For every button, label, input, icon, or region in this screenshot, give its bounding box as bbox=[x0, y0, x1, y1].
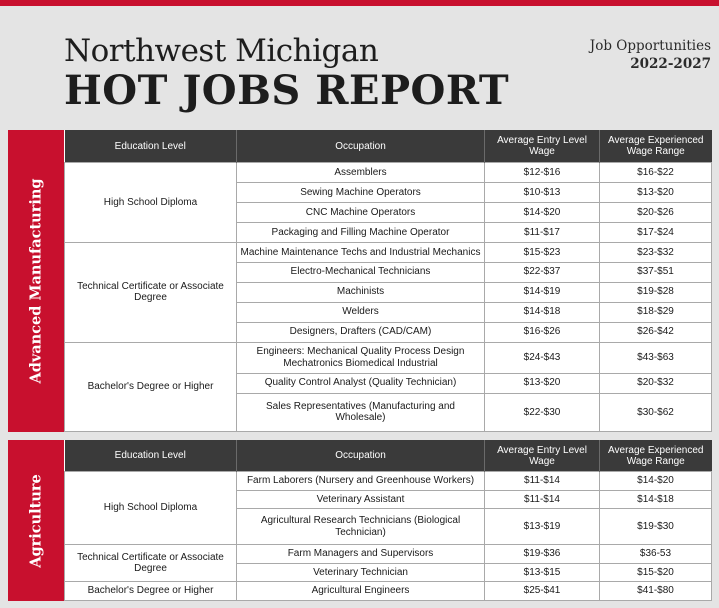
col-header-education: Education Level bbox=[65, 130, 237, 163]
occupation-cell: Machine Maintenance Techs and Industrial Mechanics bbox=[237, 242, 485, 262]
education-level-cell: Bachelor's Degree or Higher bbox=[65, 582, 237, 601]
occupation-cell: Electro-Mechanical Technicians bbox=[237, 262, 485, 282]
table-row bbox=[65, 342, 712, 373]
experienced-wage-cell: $37-$51 bbox=[600, 262, 712, 282]
occupation-cell: Packaging and Filling Machine Operator bbox=[237, 222, 485, 242]
report-title-line2: HOT JOBS REPORT bbox=[64, 67, 510, 114]
entry-wage-cell: $22-$37 bbox=[485, 262, 600, 282]
occupation-cell: Designers, Drafters (CAD/CAM) bbox=[237, 322, 485, 342]
occupation-cell: Agricultural Engineers bbox=[237, 582, 485, 601]
experienced-wage-cell: $13-$20 bbox=[600, 182, 712, 202]
occupation-cell: Farm Laborers (Nursery and Greenhouse Workers) bbox=[237, 472, 485, 491]
occupation-cell: Machinists bbox=[237, 282, 485, 302]
col-header-experienced-wage: Average Experienced Wage Range bbox=[600, 440, 712, 472]
experienced-wage-cell: $14-$18 bbox=[600, 490, 712, 509]
entry-wage-cell: $10-$13 bbox=[485, 182, 600, 202]
experienced-wage-cell: $23-$32 bbox=[600, 242, 712, 262]
section-agriculture bbox=[8, 440, 711, 601]
experienced-wage-cell: $16-$22 bbox=[600, 163, 712, 183]
entry-wage-cell: $22-$30 bbox=[485, 393, 600, 431]
occupation-cell: CNC Machine Operators bbox=[237, 202, 485, 222]
entry-wage-cell: $13-$19 bbox=[485, 509, 600, 545]
occupation-cell: Veterinary Technician bbox=[237, 563, 485, 582]
entry-wage-cell: $15-$23 bbox=[485, 242, 600, 262]
occupation-cell: Welders bbox=[237, 302, 485, 322]
jobs-table bbox=[64, 440, 712, 601]
table-row bbox=[65, 163, 712, 183]
report-subtitle bbox=[590, 37, 711, 73]
entry-wage-cell: $11-$17 bbox=[485, 222, 600, 242]
occupation-cell: Veterinary Assistant bbox=[237, 490, 485, 509]
report-title-line1: Northwest Michigan bbox=[64, 33, 379, 69]
education-level-cell: Bachelor's Degree or Higher bbox=[65, 342, 237, 431]
entry-wage-cell: $14-$19 bbox=[485, 282, 600, 302]
experienced-wage-cell: $43-$63 bbox=[600, 342, 712, 373]
subtitle-years: 2022-2027 bbox=[630, 56, 711, 72]
education-level-cell: High School Diploma bbox=[65, 163, 237, 243]
education-level-cell: Technical Certificate or Associate Degree bbox=[65, 242, 237, 342]
table-header-row bbox=[65, 130, 712, 163]
entry-wage-cell: $16-$26 bbox=[485, 322, 600, 342]
entry-wage-cell: $25-$41 bbox=[485, 582, 600, 601]
entry-wage-cell: $14-$18 bbox=[485, 302, 600, 322]
experienced-wage-cell: $20-$26 bbox=[600, 202, 712, 222]
entry-wage-cell: $11-$14 bbox=[485, 472, 600, 491]
section-title: Agriculture bbox=[27, 473, 45, 568]
occupation-cell: Assemblers bbox=[237, 163, 485, 183]
experienced-wage-cell: $15-$20 bbox=[600, 563, 712, 582]
entry-wage-cell: $13-$20 bbox=[485, 373, 600, 393]
table-row bbox=[65, 242, 712, 262]
entry-wage-cell: $14-$20 bbox=[485, 202, 600, 222]
col-header-experienced-wage: Average Experienced Wage Range bbox=[600, 130, 712, 163]
occupation-cell: Sales Representatives (Manufacturing and Wholesale) bbox=[237, 393, 485, 431]
entry-wage-cell: $24-$43 bbox=[485, 342, 600, 373]
top-accent-bar bbox=[0, 0, 719, 6]
jobs-table bbox=[64, 130, 712, 432]
experienced-wage-cell: $18-$29 bbox=[600, 302, 712, 322]
col-header-occupation: Occupation bbox=[237, 440, 485, 472]
experienced-wage-cell: $17-$24 bbox=[600, 222, 712, 242]
table-row bbox=[65, 582, 712, 601]
experienced-wage-cell: $41-$80 bbox=[600, 582, 712, 601]
entry-wage-cell: $11-$14 bbox=[485, 490, 600, 509]
table-header-row bbox=[65, 440, 712, 472]
education-level-cell: High School Diploma bbox=[65, 472, 237, 545]
experienced-wage-cell: $36-53 bbox=[600, 545, 712, 564]
experienced-wage-cell: $19-$30 bbox=[600, 509, 712, 545]
col-header-entry-wage: Average Entry Level Wage bbox=[485, 130, 600, 163]
table-row bbox=[65, 545, 712, 564]
entry-wage-cell: $13-$15 bbox=[485, 563, 600, 582]
experienced-wage-cell: $30-$62 bbox=[600, 393, 712, 431]
section-sidebar bbox=[8, 440, 64, 601]
col-header-education: Education Level bbox=[65, 440, 237, 472]
experienced-wage-cell: $14-$20 bbox=[600, 472, 712, 491]
entry-wage-cell: $19-$36 bbox=[485, 545, 600, 564]
occupation-cell: Agricultural Research Technicians (Biological Technician) bbox=[237, 509, 485, 545]
occupation-cell: Sewing Machine Operators bbox=[237, 182, 485, 202]
experienced-wage-cell: $20-$32 bbox=[600, 373, 712, 393]
section-title: Advanced Manufacturing bbox=[27, 178, 45, 384]
experienced-wage-cell: $19-$28 bbox=[600, 282, 712, 302]
occupation-cell: Engineers: Mechanical Quality Process Design Mechatronics Biomedical Industrial bbox=[237, 342, 485, 373]
education-level-cell: Technical Certificate or Associate Degree bbox=[65, 545, 237, 582]
subtitle-text: Job Opportunities bbox=[589, 38, 711, 54]
entry-wage-cell: $12-$16 bbox=[485, 163, 600, 183]
col-header-entry-wage: Average Entry Level Wage bbox=[485, 440, 600, 472]
section-advanced-manufacturing bbox=[8, 130, 711, 432]
section-sidebar bbox=[8, 130, 64, 432]
occupation-cell: Quality Control Analyst (Quality Technician) bbox=[237, 373, 485, 393]
occupation-cell: Farm Managers and Supervisors bbox=[237, 545, 485, 564]
col-header-occupation: Occupation bbox=[237, 130, 485, 163]
table-row bbox=[65, 472, 712, 491]
experienced-wage-cell: $26-$42 bbox=[600, 322, 712, 342]
